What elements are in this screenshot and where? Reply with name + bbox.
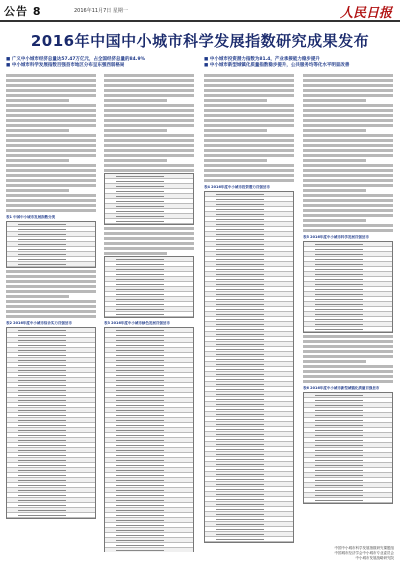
text-line — [204, 124, 294, 127]
text-line — [6, 124, 96, 127]
text-line — [303, 365, 393, 368]
text-line — [104, 159, 167, 162]
text-line — [6, 194, 96, 197]
text-line — [6, 295, 69, 298]
text-line — [303, 159, 366, 162]
masthead-logo: 人民日报 — [339, 6, 392, 21]
subhead-right-2: ■ 中小城市新型城镇化质量指数稳步提升，公共服务均等化水平明显改善 — [204, 63, 350, 68]
ranking-table — [104, 327, 194, 552]
article-column-1 — [6, 72, 96, 552]
text-line — [204, 84, 294, 87]
text-line — [6, 144, 96, 147]
text-line — [104, 134, 194, 137]
text-line — [104, 89, 194, 92]
text-line — [204, 179, 294, 182]
ranking-table — [204, 191, 294, 543]
text-line — [6, 204, 96, 207]
text-line — [6, 300, 96, 303]
table-caption: 表4 2016年度中小城市投资潜力百强县市 — [204, 185, 270, 189]
text-line — [6, 104, 96, 107]
text-line — [6, 79, 96, 82]
table-row — [105, 548, 193, 552]
text-line — [6, 109, 96, 112]
text-line — [104, 74, 194, 77]
table-row — [304, 498, 392, 503]
text-line — [303, 345, 393, 348]
text-line — [303, 109, 393, 112]
text-line — [204, 114, 294, 117]
text-line — [104, 149, 194, 152]
text-line — [303, 204, 393, 207]
ranking-table — [303, 241, 393, 333]
text-line — [204, 139, 294, 142]
text-line — [104, 104, 194, 107]
table-row — [304, 327, 392, 332]
text-line — [104, 99, 167, 102]
text-line — [204, 89, 294, 92]
article-column-4 — [303, 72, 393, 512]
text-line — [6, 99, 69, 102]
text-line — [204, 169, 294, 172]
table-caption: 表1 中国中小城市发展指数分类 — [6, 215, 56, 219]
text-line — [303, 129, 366, 132]
ranking-table — [303, 392, 393, 504]
text-line — [303, 124, 393, 127]
text-line — [204, 74, 294, 77]
text-line — [104, 144, 194, 147]
table-row — [105, 219, 193, 224]
text-line — [303, 189, 366, 192]
text-line — [303, 84, 393, 87]
section-label: 公告 8 — [4, 5, 42, 18]
text-line — [104, 114, 194, 117]
text-line — [204, 104, 294, 107]
text-line — [6, 74, 96, 77]
text-line — [6, 174, 96, 177]
text-line — [303, 144, 393, 147]
text-line — [204, 109, 294, 112]
text-line — [104, 232, 194, 235]
ranking-table — [104, 256, 194, 318]
text-line — [303, 360, 366, 363]
table-caption: 表2 2016年度中小城市综合实力百强县市 — [6, 321, 72, 325]
text-line — [303, 149, 393, 152]
page-title: 2016年中国中小城市科学发展指数研究成果发布 — [30, 32, 370, 50]
text-line — [303, 119, 393, 122]
text-line — [104, 119, 194, 122]
text-line — [6, 179, 96, 182]
text-line — [303, 174, 393, 177]
page-header — [0, 0, 400, 22]
text-line — [303, 169, 393, 172]
text-line — [303, 134, 393, 137]
text-line — [104, 227, 194, 230]
text-line — [104, 79, 194, 82]
text-line — [6, 114, 96, 117]
text-line — [6, 184, 96, 187]
text-line — [204, 174, 294, 177]
text-line — [204, 154, 294, 157]
text-line — [303, 154, 393, 157]
text-line — [303, 199, 393, 202]
text-line — [6, 285, 96, 288]
text-line — [6, 164, 96, 167]
text-line — [204, 164, 294, 167]
text-line — [6, 189, 69, 192]
text-line — [104, 129, 167, 132]
text-line — [303, 219, 366, 222]
text-line — [6, 149, 96, 152]
text-line — [6, 315, 96, 318]
text-line — [6, 290, 96, 293]
text-line — [6, 139, 96, 142]
table-caption: 表6 2016年度中小城市新型城镇化质量百强县市 — [303, 386, 380, 390]
ranking-table — [6, 221, 96, 268]
text-line — [6, 154, 96, 157]
publisher-footer — [335, 546, 395, 561]
text-line — [104, 242, 194, 245]
text-line — [303, 104, 393, 107]
text-line — [204, 144, 294, 147]
text-line — [104, 139, 194, 142]
issue-date: 2016年11月7日 星期一 — [74, 8, 128, 14]
text-line — [6, 275, 96, 278]
text-line — [303, 370, 393, 373]
text-line — [6, 310, 96, 313]
article-column-2 — [104, 72, 194, 552]
text-line — [6, 199, 96, 202]
table-row — [205, 537, 293, 542]
text-line — [303, 114, 393, 117]
text-line — [303, 229, 393, 232]
footer-line: 中国中小城市科学发展指数研究课题组 — [334, 546, 394, 550]
ranking-table — [6, 327, 96, 519]
text-line — [303, 99, 366, 102]
table-row — [7, 262, 95, 267]
text-line — [303, 214, 393, 217]
text-line — [104, 124, 194, 127]
text-line — [204, 99, 267, 102]
table-caption: 表3 2016年度中小城市绿色发展百强县市 — [104, 321, 170, 325]
text-line — [104, 247, 194, 250]
table-row — [7, 513, 95, 518]
text-line — [303, 184, 393, 187]
text-line — [104, 164, 194, 167]
text-line — [303, 89, 393, 92]
text-line — [204, 159, 267, 162]
text-line — [6, 89, 96, 92]
text-line — [6, 84, 96, 87]
text-line — [6, 119, 96, 122]
text-line — [6, 169, 96, 172]
text-line — [6, 209, 96, 212]
text-line — [104, 169, 194, 172]
text-line — [204, 149, 294, 152]
table-row — [105, 312, 193, 317]
text-line — [104, 252, 167, 255]
text-line — [303, 74, 393, 77]
text-line — [6, 305, 96, 308]
article-column-3 — [204, 72, 294, 552]
text-line — [303, 209, 393, 212]
text-line — [6, 129, 69, 132]
text-line — [6, 159, 69, 162]
text-line — [303, 79, 393, 82]
footer-line: 中小城市发展战略研究院 — [355, 556, 394, 560]
text-line — [6, 270, 96, 273]
text-line — [303, 375, 393, 378]
text-line — [204, 134, 294, 137]
text-line — [303, 224, 393, 227]
text-line — [303, 164, 393, 167]
text-line — [104, 109, 194, 112]
table-caption: 表5 2016年度中小城市科学发展百强县市 — [303, 235, 369, 239]
text-line — [104, 94, 194, 97]
text-line — [303, 179, 393, 182]
text-line — [303, 380, 393, 383]
text-line — [204, 79, 294, 82]
text-line — [204, 129, 267, 132]
text-line — [104, 237, 194, 240]
text-line — [303, 139, 393, 142]
text-line — [204, 119, 294, 122]
text-line — [303, 340, 393, 343]
subhead-right-1: ■ 中小城市投资潜力指数为81.4，产业承接能力稳步提升 — [204, 57, 320, 62]
ranking-table — [104, 173, 194, 225]
text-line — [303, 335, 393, 338]
text-line — [104, 154, 194, 157]
text-line — [104, 84, 194, 87]
text-line — [6, 134, 96, 137]
text-line — [303, 94, 393, 97]
footer-line: 中国城市经济学会中小城市专业委员会 — [334, 551, 394, 555]
text-line — [6, 94, 96, 97]
subhead-left-2: ■ 中小城市科学发展指数百强县市地区分布呈东强西弱格局 — [6, 63, 125, 68]
text-line — [303, 355, 393, 358]
subhead-left-1: ■ 广义中小城市经济总量达57.47万亿元，占全国经济总量的84.9% — [6, 57, 146, 62]
text-line — [303, 350, 393, 353]
text-line — [6, 280, 96, 283]
text-line — [204, 94, 294, 97]
text-line — [303, 194, 393, 197]
